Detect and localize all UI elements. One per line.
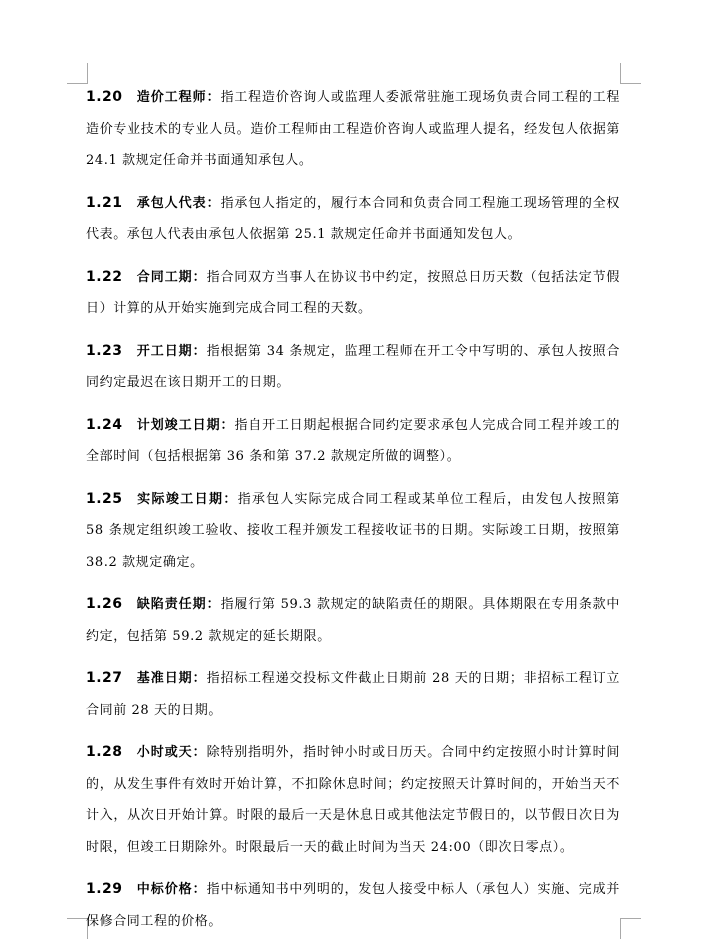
clause-number: 1.24 (86, 416, 123, 433)
page-corner-mark-top-left (67, 63, 88, 84)
clause-number: 1.21 (86, 194, 123, 211)
clause-term: 基准日期： (136, 671, 207, 686)
clause-number: 1.29 (86, 881, 123, 897)
clause-term: 造价工程师： (136, 90, 221, 105)
page-corner-mark-top-right (620, 63, 641, 84)
clause-term: 小时或天： (136, 745, 207, 760)
clause-term: 实际竣工日期： (136, 491, 238, 507)
document-body (86, 82, 620, 948)
clause-1-22 (86, 262, 620, 325)
clause-body: 指自开工日期起根据合同约定要求承包人完成合同工程并竣工的全部时间（包括根据第 36 条和第 37.2 款规定所做的调整）。 (86, 417, 620, 464)
clause-term: 中标价格： (136, 882, 207, 897)
clause-1-25 (86, 484, 620, 579)
clause-body: 指招标工程递交投标文件截止日期前 28 天的日期；非招标工程订立合同前 28 天的日期。 (86, 671, 620, 718)
clause-number: 1.25 (86, 490, 123, 507)
clause-number: 1.26 (86, 596, 123, 612)
clause-1-24 (86, 410, 620, 473)
page-corner-mark-bottom-left (67, 918, 88, 939)
clause-body: 指承包人实际完成合同工程或某单位工程后，由发包人按照第 58 条规定组织竣工验收、接收工程并颁发工程接收证书的日期。实际竣工日期，按照第 38.2 款规定确定。 (86, 491, 621, 570)
clause-1-28 (86, 737, 620, 863)
clause-1-26 (86, 589, 620, 652)
clause-body: 指中标通知书中列明的，发包人接受中标人（承包人）实施、完成并保修合同工程的价格。 (86, 882, 620, 929)
clause-number: 1.23 (86, 342, 123, 359)
page-corner-mark-bottom-right (620, 918, 641, 939)
clause-body: 除特别指明外，指时钟小时或日历天。合同中约定按照小时计算时间的，从发生事件有效时开始计算，不扣除休息时间；约定按照天计算时间的，开始当天不计入，从次日开始计算。时限的最后一天是休息日或其他法定节假日的，以节假日次日为时限，但竣工日期除外。时限最后一天的截止时间为当天 24:00（即次日零点）。 (86, 745, 620, 855)
clause-1-27 (86, 663, 620, 726)
clause-1-23 (86, 336, 620, 399)
clause-1-20 (86, 82, 620, 177)
clause-body: 指合同双方当事人在协议书中约定，按照总日历天数（包括法定节假日）计算的从开始实施到完成合同工程的天数。 (86, 269, 620, 316)
clause-number: 1.20 (86, 89, 123, 105)
clause-number: 1.22 (86, 268, 123, 285)
clause-body: 指工程造价咨询人或监理人委派常驻施工现场负责合同工程的工程造价专业技术的专业人员。造价工程师由工程造价咨询人或监理人提名，经发包人依据第 24.1 款规定任命并书面通知承包人。 (86, 90, 620, 168)
clause-term: 承包人代表： (136, 195, 221, 211)
clause-term: 合同工期： (136, 269, 207, 285)
clause-body: 指履行第 59.3 款规定的缺陷责任的期限。具体期限在专用条款中约定，包括第 59.2 款规定的延长期限。 (86, 597, 620, 644)
clause-body: 指承包人指定的，履行本合同和负责合同工程施工现场管理的全权代表。承包人代表由承包人依据第 25.1 款规定任命并书面通知发包人。 (86, 195, 620, 242)
clause-number: 1.27 (86, 670, 123, 686)
clause-body: 指根据第 34 条规定，监理工程师在开工令中写明的、承包人按照合同约定最迟在该日期开工的日期。 (86, 343, 620, 390)
clause-term: 缺陷责任期： (136, 597, 221, 612)
clause-1-21 (86, 188, 620, 251)
clause-number: 1.28 (86, 744, 123, 760)
clause-term: 计划竣工日期： (136, 417, 235, 433)
clause-1-29 (86, 874, 620, 937)
clause-term: 开工日期： (136, 343, 207, 359)
